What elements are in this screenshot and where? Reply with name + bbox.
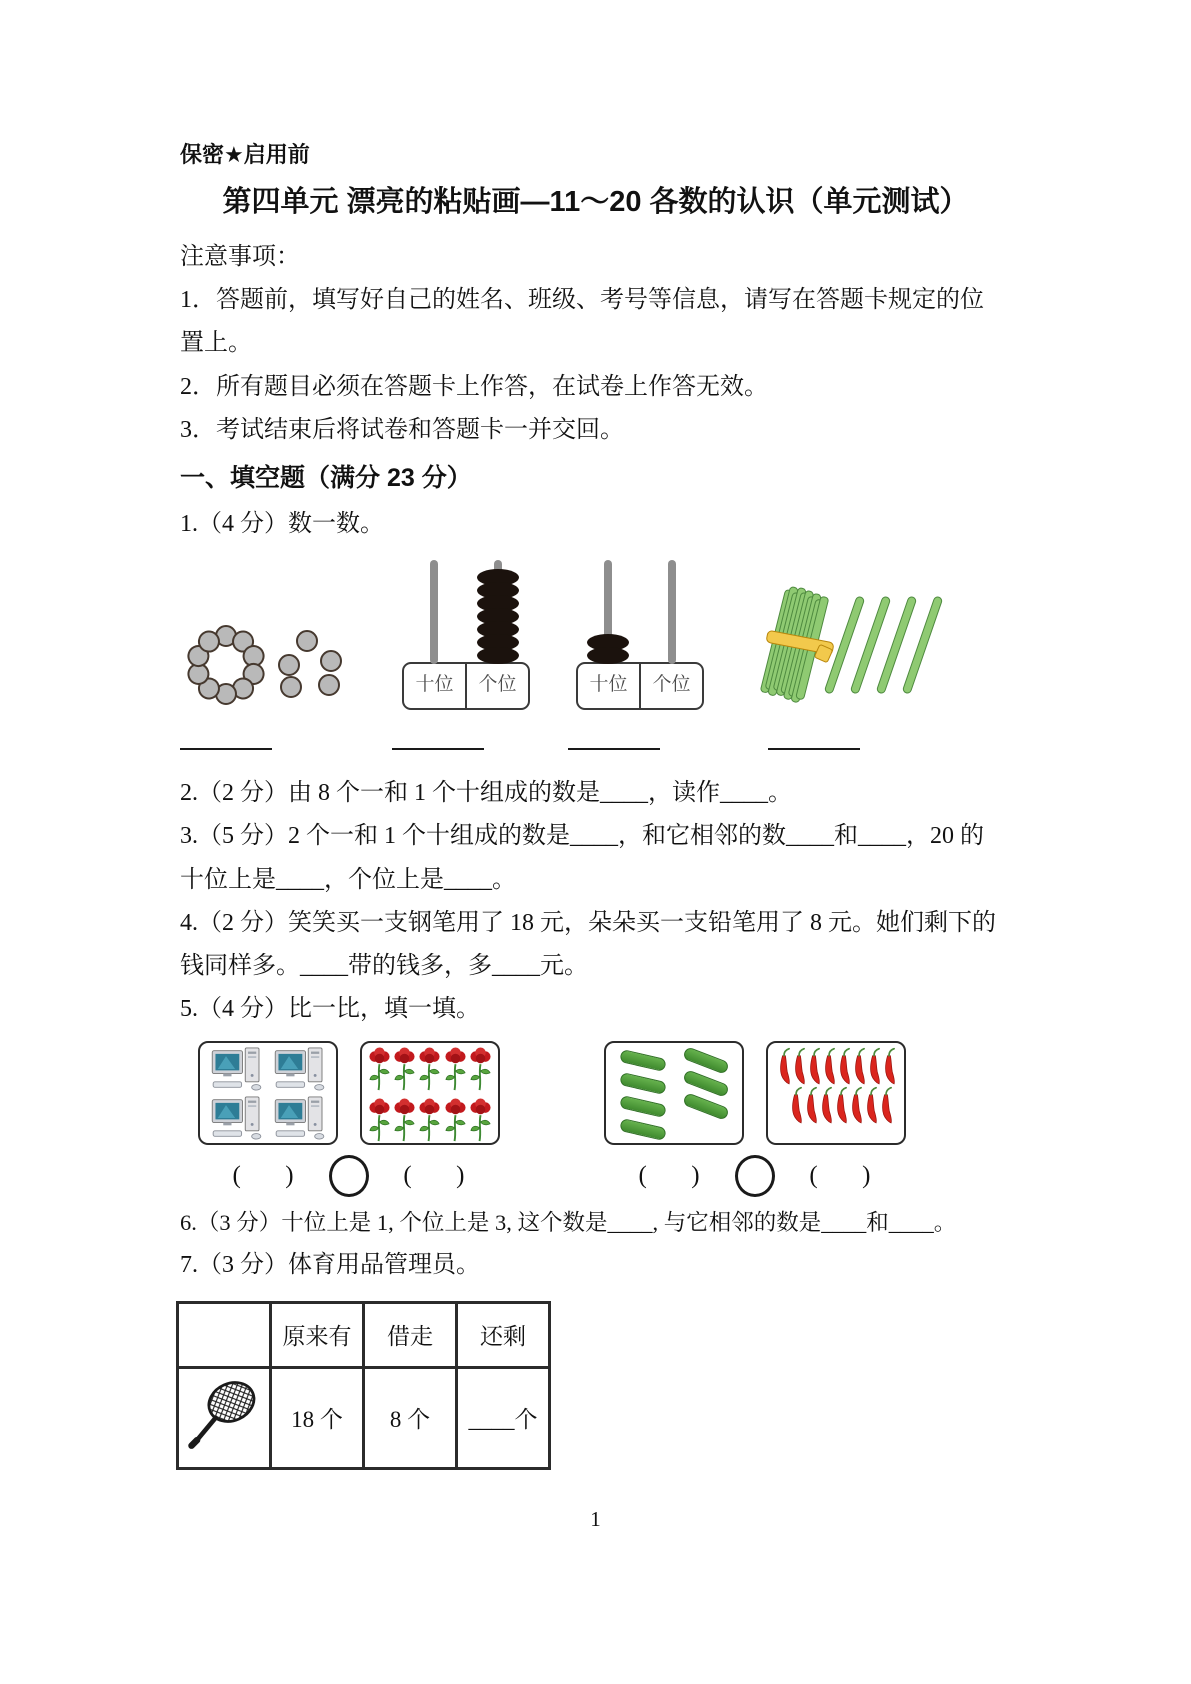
abacus-bead-icon bbox=[587, 647, 629, 664]
racket-cell bbox=[178, 1367, 271, 1468]
flower-icon bbox=[418, 1098, 441, 1147]
abacus-figure-2 bbox=[576, 560, 704, 710]
header-had: 原来有 bbox=[271, 1302, 364, 1367]
flower-icon bbox=[368, 1098, 391, 1147]
chili-pepper-icon bbox=[878, 1086, 893, 1131]
question-1-text: 1.（4 分）数一数。 bbox=[180, 510, 384, 537]
question-4-line-1: 4.（2 分）笑笑买一支钢笔用了 18 元，朵朵买一支铅笔用了 8 元。她们剩下的 bbox=[180, 909, 996, 936]
flower-icon bbox=[444, 1047, 467, 1096]
abacus-base bbox=[576, 662, 704, 710]
computer-icon bbox=[209, 1047, 265, 1096]
header-borrowed: 借走 bbox=[364, 1302, 457, 1367]
tens-label: 十位 bbox=[404, 664, 467, 708]
confidential-label: 保密★启用前 bbox=[180, 142, 310, 167]
question-1-answer-lines bbox=[180, 724, 1011, 772]
notice-heading: 注意事项： bbox=[180, 244, 300, 270]
abacus-base bbox=[402, 662, 530, 710]
remain-cell: ____个 bbox=[457, 1367, 550, 1468]
chili-pepper-icon bbox=[788, 1086, 803, 1131]
computer-icon bbox=[272, 1096, 328, 1145]
computer-icon bbox=[209, 1096, 265, 1145]
cucumber-icon bbox=[619, 1118, 667, 1141]
question-4-line-2: 钱同样多。____带的钱多，多____元。 bbox=[180, 952, 588, 979]
answer-line bbox=[392, 748, 484, 750]
badminton-racket-icon bbox=[185, 1434, 263, 1459]
loose-beads bbox=[276, 626, 346, 706]
chili-pepper-icon bbox=[863, 1086, 878, 1131]
peppers-box bbox=[766, 1041, 906, 1145]
had-cell: 18 个 bbox=[271, 1367, 364, 1468]
chili-pepper-icon bbox=[818, 1086, 833, 1131]
notice-line-1b: 置上。 bbox=[180, 330, 252, 357]
flowers-box bbox=[360, 1041, 500, 1145]
page-number: 1 bbox=[590, 1507, 601, 1531]
flower-icon bbox=[469, 1098, 492, 1147]
bead-icon bbox=[320, 650, 342, 672]
table-row bbox=[178, 1367, 550, 1468]
notice-line-3: 3．考试结束后将试卷和答题卡一并交回。 bbox=[180, 416, 624, 443]
tens-rod bbox=[430, 560, 438, 664]
beads-figure bbox=[184, 626, 346, 706]
ones-beads bbox=[477, 571, 519, 662]
question-3-line-2: 十位上是____，个位上是____。 bbox=[180, 866, 516, 893]
compare-circle bbox=[329, 1155, 369, 1197]
answer-line bbox=[768, 748, 860, 750]
sports-equipment-table bbox=[176, 1301, 551, 1470]
ones-label: 个位 bbox=[652, 674, 691, 696]
flower-icon bbox=[393, 1047, 416, 1096]
compare-circle bbox=[735, 1155, 775, 1197]
flower-icon bbox=[469, 1047, 492, 1096]
page-title: 第四单元 漂亮的粘贴画—11～20 各数的认识（单元测试） bbox=[222, 186, 969, 218]
abacus-rods bbox=[576, 560, 704, 662]
tens-beads bbox=[587, 636, 629, 662]
question-5-text: 5.（4 分）比一比，填一填。 bbox=[180, 996, 480, 1023]
flower-icon bbox=[444, 1098, 467, 1147]
computers-box bbox=[198, 1041, 338, 1145]
flower-icon bbox=[418, 1047, 441, 1096]
chili-pepper-icon bbox=[803, 1086, 818, 1131]
abacus-rods bbox=[402, 560, 530, 662]
borrowed-cell: 8 个 bbox=[364, 1367, 457, 1468]
tens-label: 十位 bbox=[578, 664, 641, 708]
flower-icon bbox=[368, 1047, 391, 1096]
question-1-figures bbox=[184, 558, 1011, 710]
header-remain: 还剩 bbox=[457, 1302, 550, 1367]
count-blank: ( ) bbox=[809, 1162, 872, 1190]
bead-icon bbox=[280, 676, 302, 698]
bead-icon bbox=[318, 674, 340, 696]
count-blank: ( ) bbox=[403, 1162, 466, 1190]
sticks-figure bbox=[768, 586, 928, 710]
question-2-text: 2.（2 分）由 8 个一和 1 个十组成的数是____，读作____。 bbox=[180, 780, 792, 807]
ones-rod bbox=[668, 560, 676, 664]
chili-pepper-icon bbox=[833, 1086, 848, 1131]
notice-line-1: 1．答题前，填写好自己的姓名、班级、考号等信息，请写在答题卡规定的位 bbox=[180, 287, 984, 314]
flower-icon bbox=[393, 1098, 416, 1147]
question-3-line-1: 3.（5 分）2 个一和 1 个十组成的数是____，和它相邻的数____和____，20 的 bbox=[180, 823, 984, 850]
cucumbers-box bbox=[604, 1041, 744, 1145]
cucumber-icon bbox=[619, 1049, 667, 1072]
notice-line-2: 2．所有题目必须在答题卡上作答，在试卷上作答无效。 bbox=[180, 373, 768, 400]
cucumber-icon bbox=[619, 1072, 667, 1095]
abacus-figure-1 bbox=[402, 560, 530, 710]
count-blank: ( ) bbox=[232, 1162, 295, 1190]
cucumber-icon bbox=[619, 1095, 667, 1118]
answer-line bbox=[180, 748, 272, 750]
bead-icon bbox=[296, 630, 318, 652]
table-header-row bbox=[178, 1302, 550, 1367]
count-blank: ( ) bbox=[638, 1162, 701, 1190]
ones-label: 个位 bbox=[478, 674, 517, 696]
answer-line bbox=[568, 748, 660, 750]
question-6-text: 6.（3 分）十位上是 1, 个位上是 3, 这个数是____, 与它相邻的数是____和____。 bbox=[180, 1210, 957, 1236]
loose-sticks bbox=[840, 594, 927, 696]
bead-icon bbox=[278, 654, 300, 676]
chili-pepper-icon bbox=[848, 1086, 863, 1131]
abacus-bead-icon bbox=[477, 647, 519, 664]
compare-pair-2 bbox=[604, 1041, 906, 1197]
pepper-row-2 bbox=[781, 1086, 899, 1131]
compare-pair-1 bbox=[198, 1041, 500, 1197]
question-7-text: 7.（3 分）体育用品管理员。 bbox=[180, 1251, 480, 1278]
section-heading: 一、填空题（满分 23 分） bbox=[180, 463, 472, 492]
question-5-figures bbox=[198, 1041, 1011, 1197]
cucumber-icon bbox=[682, 1092, 730, 1121]
header-item bbox=[178, 1302, 271, 1367]
bead-ring bbox=[184, 626, 270, 706]
computer-icon bbox=[272, 1047, 328, 1096]
